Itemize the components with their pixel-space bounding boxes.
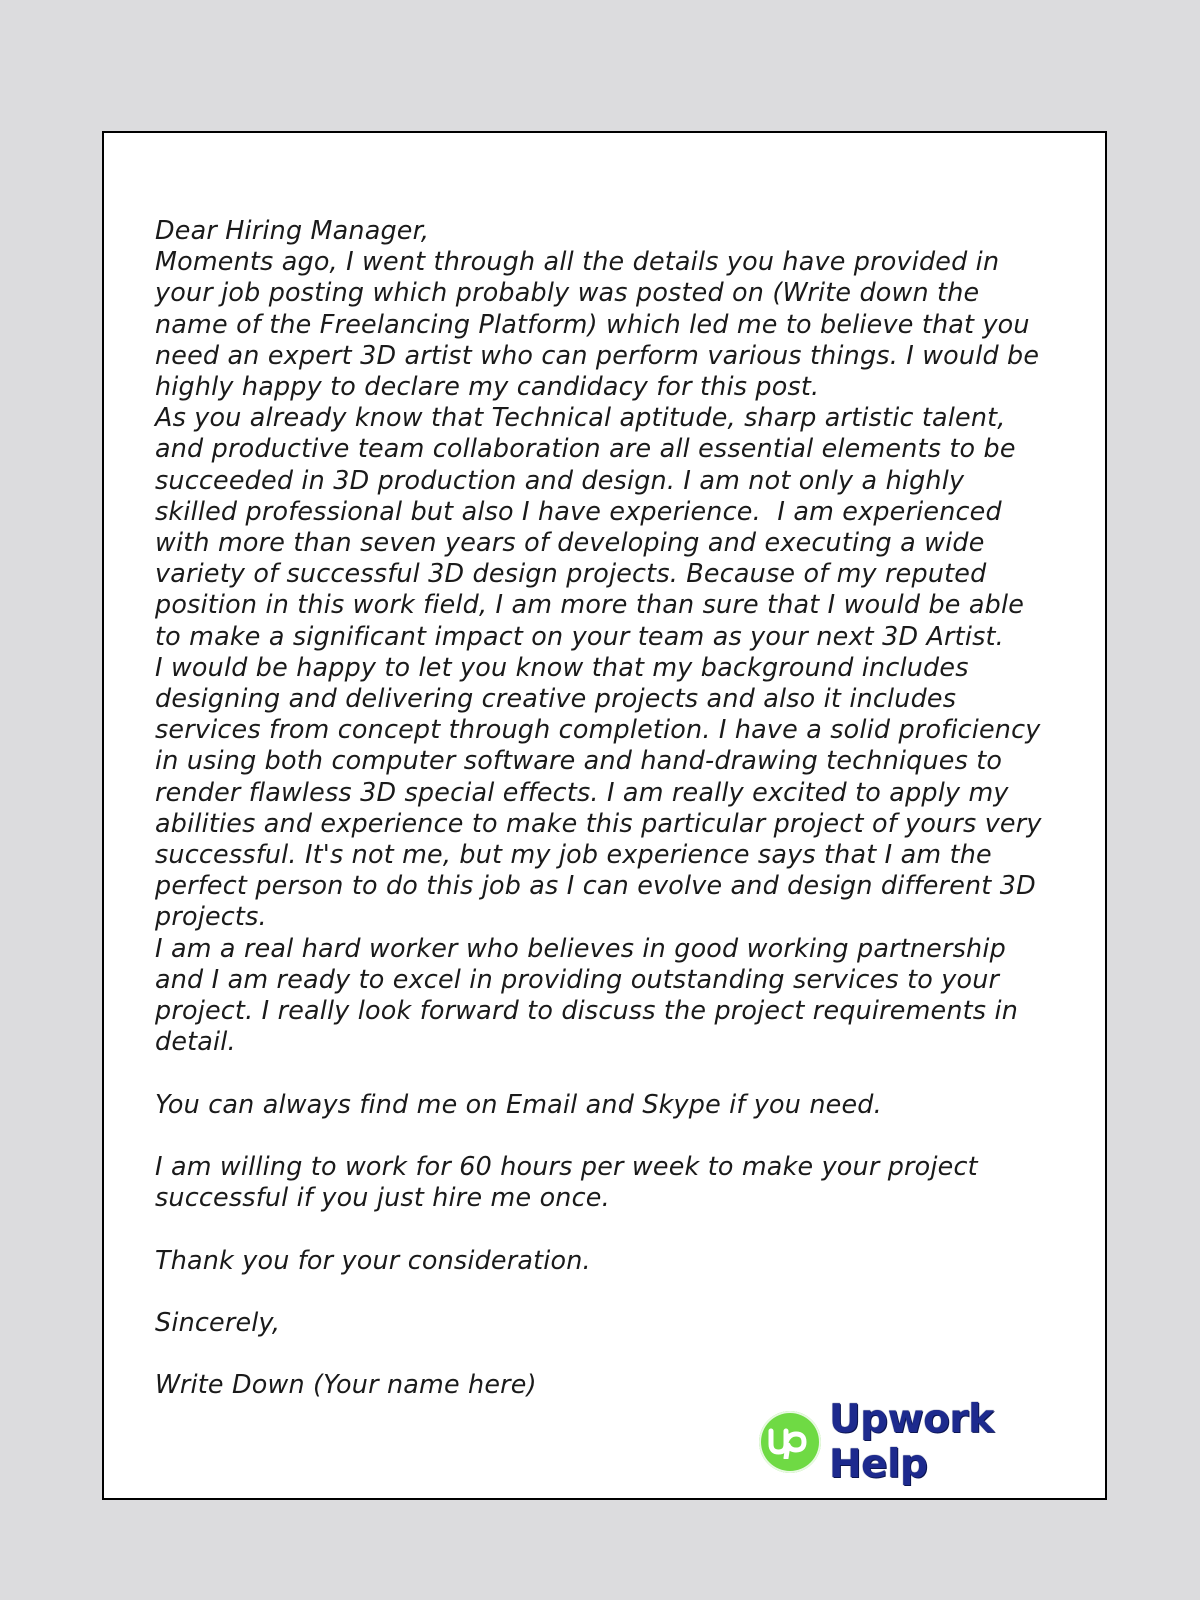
letter-line: skilled professional but also I have experience. I am experienced	[155, 495, 1002, 526]
letter-line: render flawless 3D special effects. I am really excited to apply my	[155, 776, 1009, 807]
letter-line: name of the Freelancing Platform) which led me to believe that you	[155, 308, 1030, 339]
letter-line: and productive team collaboration are all essential elements to be	[155, 433, 1016, 464]
letter-line: I am a real hard worker who believes in good working partnership	[155, 932, 1006, 963]
letter-page	[102, 131, 1107, 1500]
letter-line: You can always find me on Email and Skype if you need.	[155, 1088, 882, 1119]
letter-line: with more than seven years of developing and executing a wide	[155, 527, 985, 558]
letter-line: perfect person to do this job as I can evolve and design different 3D	[155, 870, 1036, 901]
paragraph-gap	[155, 1338, 1065, 1369]
letter-line: position in this work field, I am more than sure that I would be able	[155, 589, 1025, 620]
upwork-logo-icon	[759, 1411, 821, 1473]
letter-line: variety of successful 3D design projects. Because of my reputed	[155, 558, 987, 589]
letter-line: successful. It's not me, but my job experience says that I am the	[155, 839, 992, 870]
letter-line: Write Down (Your name here)	[155, 1369, 537, 1400]
letter-line: Thank you for your consideration.	[155, 1244, 591, 1275]
letter-line: services from concept through completion. I have a solid proficiency	[155, 714, 1041, 745]
paragraph-gap	[155, 1120, 1065, 1151]
letter-line: your job posting which probably was posted on (Write down the	[155, 277, 980, 308]
letter-line: to make a significant impact on your team as your next 3D Artist.	[155, 620, 1004, 651]
letter-line: Moments ago, I went through all the details you have provided in	[155, 246, 1000, 277]
letter-line: need an expert 3D artist who can perform various things. I would be	[155, 339, 1040, 370]
letter-line: I would be happy to let you know that my background includes	[155, 651, 969, 682]
letter-line: projects.	[155, 901, 267, 932]
logo-text: Upwork Help	[829, 1397, 994, 1487]
paragraph-gap	[155, 1276, 1065, 1307]
letter-line: highly happy to declare my candidacy for this post.	[155, 371, 820, 402]
letter-line: successful if you just hire me once.	[155, 1182, 610, 1213]
letter-line: abilities and experience to make this particular project of yours very	[155, 807, 1042, 838]
letter-body	[155, 215, 1065, 1401]
letter-line: in using both computer software and hand-drawing techniques to	[155, 745, 1003, 776]
letter-line: Sincerely,	[155, 1307, 281, 1338]
upwork-help-logo	[759, 1397, 1105, 1487]
letter-line: Dear Hiring Manager,	[155, 215, 430, 245]
letter-line: project. I really look forward to discuss the project requirements in	[155, 995, 1019, 1026]
paragraph-gap	[155, 1213, 1065, 1244]
letter-line: I am willing to work for 60 hours per week to make your project	[155, 1151, 978, 1182]
letter-line: detail.	[155, 1026, 236, 1057]
letter-line: As you already know that Technical aptitude, sharp artistic talent,	[155, 402, 1006, 433]
letter-line: and I am ready to excel in providing outstanding services to your	[155, 963, 1000, 994]
letter-line: designing and delivering creative projects and also it includes	[155, 683, 957, 714]
upwork-up-glyph-icon	[767, 1425, 813, 1459]
letter-line: succeeded in 3D production and design. I am not only a highly	[155, 464, 965, 495]
paragraph-gap	[155, 1057, 1065, 1088]
